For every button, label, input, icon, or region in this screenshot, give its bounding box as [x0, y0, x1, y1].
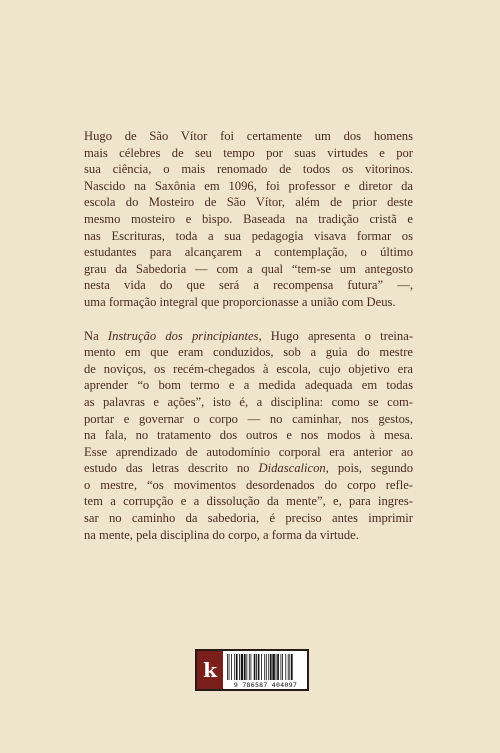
barcode-bars: [227, 654, 304, 680]
text-line: mesmo mosteiro e bispo. Baseada na tradição cristã e: [84, 211, 413, 226]
text-line: [84, 328, 413, 345]
isbn-number: 9 786587 404097: [233, 681, 298, 689]
text-line: nas Escrituras, toda a sua pedagogia visava formar os: [84, 228, 413, 243]
isbn-barcode: [195, 649, 309, 691]
text-line: [84, 460, 413, 477]
text-segment: , pois, segundo: [325, 461, 413, 476]
text-line: Nascido na Saxônia em 1096, foi professor e diretor da: [84, 178, 413, 193]
book-title-instrucao: Instrução dos principiantes: [107, 328, 259, 343]
text-line: na mente, pela disciplina do corpo, a forma da virtude.: [84, 527, 359, 542]
publisher-logo: k: [197, 651, 223, 689]
text-line: sar no caminho da sabedoria, é preciso antes imprimir: [84, 511, 413, 526]
text-segment: , Hugo apresenta o treina-: [258, 328, 414, 343]
text-line: estudantes para alcançarem a contemplação, o último: [84, 245, 413, 260]
text-line: de noviços, os recém-chegados à escola, cujo objetivo era: [84, 361, 413, 376]
text-line: tem a corrupção e a dissolução da mente”, e, para ingres-: [84, 494, 413, 509]
text-line: sua ciência, o mais renomado de todos os vitorinos.: [84, 162, 413, 177]
book-title-didascalicon: Didascalicon: [258, 461, 326, 476]
text-line: portar e governar o corpo — no caminhar, nos gestos,: [84, 411, 413, 426]
barcode-area: [223, 651, 307, 689]
text-line: uma formação integral que proporcionasse a união com Deus.: [84, 294, 396, 309]
paragraph-1: [84, 128, 413, 311]
text-line: mento em que eram conduzidos, sob a guia do mestre: [84, 345, 413, 360]
text-line: grau da Sabedoria — com a qual “tem-se um antegosto: [84, 261, 413, 276]
text-line: as palavras e ações”, isto é, a disciplina: como se com-: [84, 394, 413, 409]
text-line: o mestre, “os movimentos desordenados do corpo refle-: [84, 477, 413, 492]
text-line: nesta vida do que será a recompensa futura” —,: [84, 278, 413, 293]
text-line: aprender “o bom termo e a medida adequada em todas: [84, 378, 413, 393]
text-line: na fala, no tratamento dos outros e nos modos à mesa.: [84, 428, 413, 443]
paragraph-2: [84, 328, 413, 544]
text-segment: estudo das letras descrito no: [84, 461, 259, 476]
back-cover-text: [84, 128, 413, 543]
text-line: Esse aprendizado de autodomínio corporal era anterior ao: [84, 444, 413, 459]
text-line: escola do Mosteiro de São Vítor, além de prior deste: [84, 195, 413, 210]
text-line: Hugo de São Vítor foi certamente um dos homens: [84, 129, 413, 143]
text-segment: Na: [84, 328, 108, 343]
text-line: mais célebres de seu tempo por suas virtudes e por: [84, 145, 413, 160]
